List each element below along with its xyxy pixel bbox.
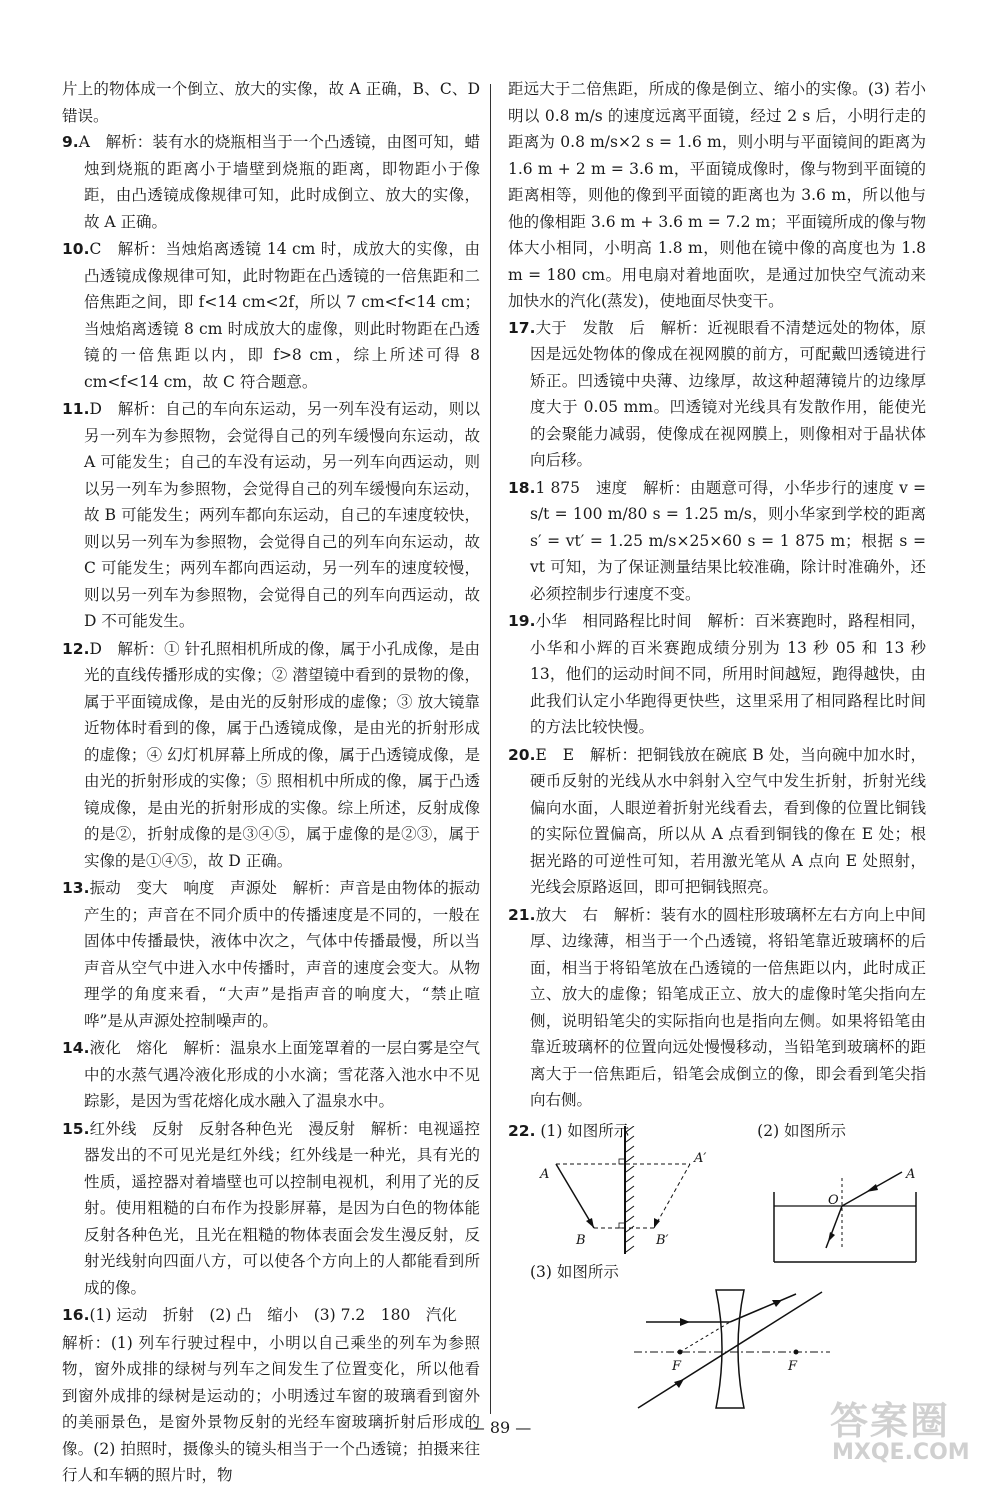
answer-text: C 解析：当烛焰离透镜 14 cm 时，成放大的实像，由凸透镜成像规律可知，此时物距在凸透镜的一倍焦距和二倍焦距之间，即 f<14 cm<2f，所以 7 cm<f<14 cm；当烛焰离透镜 8 cm 时成放大的虚像，则此时物距在凸透镜的一倍焦距以内，即 f>8 cm，综上所述可得 8 cm<f<14 cm，故 C 符合题意。 [84,240,480,391]
answer-text: D 解析：① 针孔照相机所成的像，属于小孔成像，是由光的直线传播形成的实像；② 潜望镜中看到的景物的像，属于平面镜成像，是由光的反射形成的虚像；③ 放大镜靠近物体时看到的像，属于凸透镜成像，是由光的折射形成的虚像；④ 幻灯机屏幕上所成的像，属于凸透镜成像，是由光的折射形成的实像；⑤ 照相机中所成的像，属于凸透镜成像，是由光的折射形成的实像。综上所述，反射成像的是②，折射成像的是③④⑤，属于虚像的是②③，属于实像的是①④⑤，故 D 正确。 [84,639,480,870]
answer-number: 9. [62,133,79,151]
figure-label-2: (2) 如图所示 [757,1121,847,1140]
answer-number: 20. [508,745,536,764]
answer-item-17 [508,315,926,474]
answer-number: 14. [62,1039,90,1057]
answer-item-9 [62,129,480,235]
answer-text: 红外线 反射 反射各种色光 漫反射 解析：电视遥控器发出的不可见光是红外线；红外线是一种光，具有光的性质，遥控器对着墙壁也可以控制电视机，利用了光的反射。使用粗糙的白布作为投影屏幕，是因为白色的物体能反射各种色光，且光在粗糙的物体表面会发生漫反射，反射光线射向四面八方，可以使各个方向上的人都能看到所成的像。 [84,1119,480,1297]
answer-item-21 [508,902,926,1114]
answer-number: 17. [508,318,536,337]
answer-item-20 [508,742,926,901]
page-number: — 89 — [468,1418,532,1437]
answer-text: 大于 发散 后 解析：近视眼看不清楚远处的物体，原因是远处物体的像成在视网膜的前方，可配戴凹透镜进行矫正。凹透镜中央薄、边缘厚，故这种超薄镜片的边缘厚度大于 0.05 mm。凹透镜对光线具有发散作用，能使光的会聚能力减弱，使像成在视网膜上，则像相对于晶状体向后移。 [530,318,926,469]
arrow-head [680,1318,690,1326]
column-divider [490,84,491,1414]
label-A: A [906,1167,916,1182]
arrow-head [674,1379,684,1388]
answer-text: 1 875 速度 解析：由题意可得，小华步行的速度 v = s/t = 100 m/80 s = 1.25 m/s，则小华家到学校的距离 s′ = vt′ = 1.25 m/s×25×60 s = 1 875 m；根据 s = vt 可知，为了保证测量结果比较准确，除计时准确外，还必须控制步行速度不变。 [530,478,926,603]
answer-text: A 解析：装有水的烧瓶相当于一个凸透镜，由图可知，蜡烛到烧瓶的距离小于墙壁到烧瓶的距离，即物距小于像距，由凸透镜成像规律可知，此时成倒立、放大的实像，故 A 正确。 [78,133,480,231]
watermark-main: 答案圈 [830,1399,951,1443]
figure-label-1: (1) 如图所示 [540,1121,630,1140]
figure-label-3: (3) 如图所示 [530,1263,619,1281]
answer-number: 22. [508,1121,536,1140]
figure-concave-lens [634,1284,834,1414]
label-F-left: F [672,1359,682,1374]
answer-text: 振动 变大 响度 声源处 解析：声音是由物体的振动产生的；声音在不同介质中的传播速度是不同的，一般在固体中传播最快，液体中次之，气体中传播最慢，所以当声音从空气中进入水中传播时，声音的速度会变大。从物理学的角度来看，“大声”是指声音的响度大，“禁止喧哗”是从声源处控制噪声的。 [84,879,480,1030]
arrow-head [586,1218,594,1228]
figure-refraction [766,1158,926,1264]
focal-point-right [794,1350,799,1355]
arrow-head [828,1232,835,1242]
label-B-prime: B′ [656,1233,669,1248]
answer-text: (1) 运动 折射 (2) 凸 缩小 (3) 7.2 180 汽化 [89,1306,457,1324]
left-answer-list [62,129,480,1329]
label-A-prime: A′ [694,1151,707,1166]
arrow-head [866,1184,878,1192]
refracted-ray [826,1206,842,1248]
answer-item-19 [508,608,926,741]
watermark-sub: MXQE.COM [832,1440,970,1465]
object-arrow-AB [556,1164,594,1228]
left-column [62,76,480,1489]
answer-number: 19. [508,612,536,630]
answer-item-14 [62,1035,480,1115]
right-lead-text: 距远大于二倍焦距，所成的像是倒立、缩小的实像。(3) 若小明以 0.8 m/s 的速度远离平面镜，经过 2 s 后，小明行走的距离为 0.8 m/s×2 s = 1.6 m，则小明与平面镜间的距离为 1.6 m + 2 m = 3.6 m，平面镜成像时，像与物到平面镜的距离相等，则他的像到平面镜的距离也为 3.6 m，所以他与他的像相距 3.6 m + 3.6 m = 7.2 m；平面镜所成的像与物体大小相同，小明高 1.8 m，则他在镜中像的高度也为 1.8 m = 180 cm。用电扇对着地面吹，是通过加快空气流动来加快水的汽化(蒸发)，使地面尽快变干。 [508,80,926,310]
answer-number: 12. [62,639,90,658]
answer-item-13 [62,875,480,1034]
answer-number: 10. [62,240,90,258]
answer-text: 放大 右 解析：装有水的圆柱形玻璃杯左右方向上中间厚、边缘薄，相当于一个凸透镜，将铅笔靠近玻璃杯的后面，相当于将铅笔放在凸透镜的一倍焦距以内，此时成正立、放大的虚像；铅笔成正立、放大的虚像时笔尖指向左侧，说明铅笔尖的实际指向也是指向左侧。如果将铅笔由靠近玻璃杯的位置向远处慢慢移动，当铅笔到玻璃杯的距离大于一倍焦距后，铅笔会成倒立的像，即会看到笔尖指向右侧。 [530,905,926,1109]
figure-plane-mirror [530,1126,730,1258]
label-A: A [540,1167,550,1182]
label-O: O [828,1193,839,1208]
answer-item-18 [508,475,926,608]
answer-text: 液化 熔化 解析：温泉水上面笼罩着的一层白雾是空气中的水蒸气遇冷液化形成的小水滴；雪花落入池水中不见踪影，是因为雪花熔化成水融入了温泉水中。 [84,1039,480,1110]
watermark-logo [812,1390,992,1474]
answer-text: 小华 相同路程比时间 解析：百米赛跑时，路程相同，小华和小辉的百米赛跑成绩分别为 13 秒 05 和 13 秒 13，他们的运动时间不同，所用时间越短，跑得越快，由此我们认定小华跑得更快些，这里采用了相同路程比时间的方法比较快慢。 [530,612,926,736]
answer-item-10 [62,236,480,395]
answer-number: 18. [508,478,536,497]
diverging-ray [730,1294,796,1322]
answer-number: 15. [62,1119,90,1138]
answer-text: D 解析：自己的车向东运动，另一列车没有运动，则以另一列车为参照物，会觉得自己的列车缓慢向东运动，故 A 可能发生；自己的车没有运动，另一列车向西运动，则以另一列车为参照物，会觉得自己的列车缓慢向东运动，故 B 可能发生；两列车都向东运动，自己的车速度较快，则以另一列车为参照物，会觉得自己的列车向东运动，故 C 可能发生；两列车都向西运动，另一列车的速度较慢，则以另一列车为参照物，会觉得自己的列车向西运动，故 D 不可能发生。 [84,400,480,630]
left-lead-text: 片上的物体成一个倒立、放大的实像，故 A 正确，B、C、D 错误。 [62,80,480,125]
answer-text: E E 解析：把铜钱放在碗底 B 处，当向碗中加水时，硬币反射的光线从水中斜射入空气中发生折射，折射光线偏向水面，人眼逆着折射光线看去，看到像的位置比铜钱的实际位置偏高，所以从 A 点看到铜钱的像在 E 处；根据光路的可逆性可知，若用激光笔从 A 点向 E 处照射，光线会原路返回，即可把铜钱照亮。 [530,745,926,896]
answer-number: 13. [62,879,90,897]
answer-item-11 [62,396,480,635]
right-column [508,76,926,1144]
optical-center-ray [638,1292,822,1408]
concave-lens [716,1290,744,1408]
answer-number: 16. [62,1306,90,1324]
label-B: B [576,1233,586,1248]
answer-item-16 [62,1302,480,1329]
answer-item-15 [62,1116,480,1302]
image-arrow-AB-prime [654,1164,690,1228]
right-answer-list [508,315,926,1114]
answer-number: 21. [508,905,536,924]
answer-item-12 [62,636,480,875]
left-tail-text: 解析：(1) 列车行驶过程中，小明以自己乘坐的列车为参照物，窗外成排的绿树与列车之间发生了位置变化，所以他看到窗外成排的绿树是运动的；小明透过车窗的玻璃看到窗外的美丽景色，是窗外景物反射的光经车窗玻璃折射后形成的像。(2) 拍照时，摄像头的镜头相当于一个凸透镜；拍摄来往行人和车辆的照片时，物 [62,1333,480,1484]
answer-number: 11. [62,400,90,418]
focal-point-left [678,1350,683,1355]
label-F-right: F [788,1359,798,1374]
